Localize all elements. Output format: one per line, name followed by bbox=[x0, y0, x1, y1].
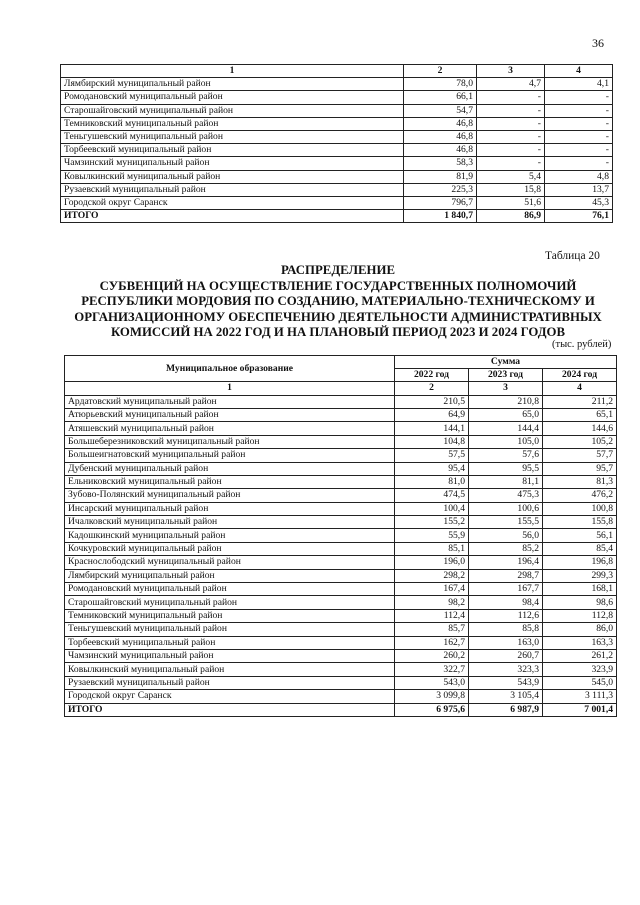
value-cell: 144,4 bbox=[469, 422, 543, 435]
value-cell: 3 111,3 bbox=[543, 690, 617, 703]
value-cell: 3 105,4 bbox=[469, 690, 543, 703]
value-cell: 100,4 bbox=[395, 502, 469, 515]
total-label: ИТОГО bbox=[65, 703, 395, 716]
value-cell: - bbox=[545, 104, 613, 117]
value-cell: 56,1 bbox=[543, 529, 617, 542]
document-title bbox=[58, 263, 618, 341]
value-cell: - bbox=[545, 130, 613, 143]
col-sum: Сумма bbox=[395, 356, 617, 369]
municipality-cell: Торбеевский муниципальный район bbox=[65, 636, 395, 649]
table-row bbox=[61, 183, 613, 196]
table-row bbox=[65, 636, 617, 649]
table-row bbox=[65, 435, 617, 448]
value-cell: 78,0 bbox=[404, 78, 477, 91]
value-cell: 796,7 bbox=[404, 196, 477, 209]
value-cell: 4,1 bbox=[545, 78, 613, 91]
value-cell: 196,8 bbox=[543, 556, 617, 569]
value-cell: 476,2 bbox=[543, 489, 617, 502]
table-row bbox=[61, 104, 613, 117]
value-cell: 545,0 bbox=[543, 676, 617, 689]
value-cell: 167,7 bbox=[469, 583, 543, 596]
municipality-cell: Рузаевский муниципальный район bbox=[61, 183, 404, 196]
value-cell: 162,7 bbox=[395, 636, 469, 649]
municipality-cell: Ромодановский муниципальный район bbox=[65, 583, 395, 596]
value-cell: 260,7 bbox=[469, 649, 543, 662]
table-row bbox=[65, 583, 617, 596]
col-index-4: 4 bbox=[545, 65, 613, 78]
municipality-cell: Темниковский муниципальный район bbox=[65, 609, 395, 622]
table-row bbox=[65, 649, 617, 662]
value-cell: 163,3 bbox=[543, 636, 617, 649]
municipality-cell: Старошайговский муниципальный район bbox=[61, 104, 404, 117]
table-header-row bbox=[65, 356, 617, 369]
municipality-cell: Атяшевский муниципальный район bbox=[65, 422, 395, 435]
table-row bbox=[65, 516, 617, 529]
value-cell: - bbox=[477, 130, 545, 143]
value-cell: 112,8 bbox=[543, 609, 617, 622]
total-label: ИТОГО bbox=[61, 210, 404, 223]
municipality-cell: Городской округ Саранск bbox=[65, 690, 395, 703]
table-continued bbox=[60, 64, 613, 223]
table-row bbox=[65, 690, 617, 703]
value-cell: 196,4 bbox=[469, 556, 543, 569]
col-year-2024: 2024 год bbox=[543, 369, 617, 382]
municipality-cell: Зубово-Полянский муниципальный район bbox=[65, 489, 395, 502]
col-index-1: 1 bbox=[61, 65, 404, 78]
value-cell: 260,2 bbox=[395, 649, 469, 662]
table-row bbox=[61, 170, 613, 183]
municipality-cell: Ковылкинский муниципальный район bbox=[65, 663, 395, 676]
col-year-2023: 2023 год bbox=[469, 369, 543, 382]
value-cell: 81,3 bbox=[543, 475, 617, 488]
value-cell: - bbox=[477, 104, 545, 117]
table-row bbox=[65, 408, 617, 421]
value-cell: 95,5 bbox=[469, 462, 543, 475]
table-row bbox=[65, 569, 617, 582]
value-cell: 323,9 bbox=[543, 663, 617, 676]
value-cell: 4,7 bbox=[477, 78, 545, 91]
municipality-cell: Инсарский муниципальный район bbox=[65, 502, 395, 515]
municipality-cell: Торбеевский муниципальный район bbox=[61, 144, 404, 157]
total-value: 7 001,4 bbox=[543, 703, 617, 716]
value-cell: 57,5 bbox=[395, 449, 469, 462]
value-cell: 81,1 bbox=[469, 475, 543, 488]
table-row bbox=[65, 529, 617, 542]
value-cell: 100,8 bbox=[543, 502, 617, 515]
table-row bbox=[65, 556, 617, 569]
value-cell: 81,9 bbox=[404, 170, 477, 183]
value-cell: 474,5 bbox=[395, 489, 469, 502]
col-index-2: 2 bbox=[404, 65, 477, 78]
total-value: 1 840,7 bbox=[404, 210, 477, 223]
table-row bbox=[65, 676, 617, 689]
value-cell: 86,0 bbox=[543, 623, 617, 636]
municipality-cell: Чамзинский муниципальный район bbox=[65, 649, 395, 662]
value-cell: 112,6 bbox=[469, 609, 543, 622]
value-cell: 56,0 bbox=[469, 529, 543, 542]
municipality-cell: Городской округ Саранск bbox=[61, 196, 404, 209]
value-cell: 98,6 bbox=[543, 596, 617, 609]
value-cell: 98,4 bbox=[469, 596, 543, 609]
value-cell: 5,4 bbox=[477, 170, 545, 183]
table-row bbox=[65, 475, 617, 488]
value-cell: 196,0 bbox=[395, 556, 469, 569]
col-index-3: 3 bbox=[469, 382, 543, 395]
value-cell: 543,9 bbox=[469, 676, 543, 689]
table-row bbox=[65, 462, 617, 475]
value-cell: 54,7 bbox=[404, 104, 477, 117]
table-row bbox=[65, 422, 617, 435]
table-row bbox=[65, 596, 617, 609]
value-cell: 55,9 bbox=[395, 529, 469, 542]
title-line: РАСПРЕДЕЛЕНИЕ bbox=[280, 263, 395, 277]
value-cell: 475,3 bbox=[469, 489, 543, 502]
table-label: Таблица 20 bbox=[545, 250, 600, 262]
table-row bbox=[65, 609, 617, 622]
value-cell: 85,4 bbox=[543, 542, 617, 555]
municipality-cell: Большеберезниковский муниципальный район bbox=[65, 435, 395, 448]
value-cell: 100,6 bbox=[469, 502, 543, 515]
table-row bbox=[61, 91, 613, 104]
value-cell: 45,3 bbox=[545, 196, 613, 209]
subventions-table bbox=[64, 355, 617, 717]
value-cell: 85,2 bbox=[469, 542, 543, 555]
value-cell: 81,0 bbox=[395, 475, 469, 488]
table-row bbox=[65, 663, 617, 676]
value-cell: 13,7 bbox=[545, 183, 613, 196]
value-cell: 85,1 bbox=[395, 542, 469, 555]
table-row bbox=[65, 449, 617, 462]
value-cell: 65,1 bbox=[543, 408, 617, 421]
table-row bbox=[61, 130, 613, 143]
value-cell: 46,8 bbox=[404, 130, 477, 143]
col-index-4: 4 bbox=[543, 382, 617, 395]
value-cell: 57,7 bbox=[543, 449, 617, 462]
municipality-cell: Теньгушевский муниципальный район bbox=[61, 130, 404, 143]
table-row bbox=[65, 623, 617, 636]
value-cell: 543,0 bbox=[395, 676, 469, 689]
value-cell: 112,4 bbox=[395, 609, 469, 622]
municipality-cell: Теньгушевский муниципальный район bbox=[65, 623, 395, 636]
col-index-2: 2 bbox=[395, 382, 469, 395]
value-cell: 95,4 bbox=[395, 462, 469, 475]
title-line: ОРГАНИЗАЦИОННОМУ ОБЕСПЕЧЕНИЮ ДЕЯТЕЛЬНОСТИ АДМИНИСТРАТИВНЫХ bbox=[74, 309, 602, 324]
total-value: 76,1 bbox=[545, 210, 613, 223]
value-cell: 322,7 bbox=[395, 663, 469, 676]
value-cell: 155,8 bbox=[543, 516, 617, 529]
value-cell: 65,0 bbox=[469, 408, 543, 421]
col-index-1: 1 bbox=[65, 382, 395, 395]
value-cell: 4,8 bbox=[545, 170, 613, 183]
municipality-cell: Большеигнатовский муниципальный район bbox=[65, 449, 395, 462]
value-cell: 15,8 bbox=[477, 183, 545, 196]
value-cell: 298,2 bbox=[395, 569, 469, 582]
col-year-2022: 2022 год bbox=[395, 369, 469, 382]
value-cell: 3 099,8 bbox=[395, 690, 469, 703]
table-row bbox=[61, 78, 613, 91]
value-cell: 155,5 bbox=[469, 516, 543, 529]
value-cell: 167,4 bbox=[395, 583, 469, 596]
municipality-cell: Краснослободский муниципальный район bbox=[65, 556, 395, 569]
table-row bbox=[61, 157, 613, 170]
table-row bbox=[61, 117, 613, 130]
value-cell: 155,2 bbox=[395, 516, 469, 529]
value-cell: 323,3 bbox=[469, 663, 543, 676]
value-cell: - bbox=[545, 157, 613, 170]
value-cell: 104,8 bbox=[395, 435, 469, 448]
municipality-cell: Рузаевский муниципальный район bbox=[65, 676, 395, 689]
value-cell: 168,1 bbox=[543, 583, 617, 596]
value-cell: 57,6 bbox=[469, 449, 543, 462]
value-cell: 225,3 bbox=[404, 183, 477, 196]
municipality-cell: Кадошкинский муниципальный район bbox=[65, 529, 395, 542]
value-cell: - bbox=[477, 117, 545, 130]
municipality-cell: Дубенский муниципальный район bbox=[65, 462, 395, 475]
municipality-cell: Ковылкинский муниципальный район bbox=[61, 170, 404, 183]
value-cell: 98,2 bbox=[395, 596, 469, 609]
value-cell: - bbox=[477, 144, 545, 157]
value-cell: 95,7 bbox=[543, 462, 617, 475]
units-label: (тыс. рублей) bbox=[552, 339, 612, 350]
value-cell: 85,7 bbox=[395, 623, 469, 636]
municipality-cell: Атюрьевский муниципальный район bbox=[65, 408, 395, 421]
value-cell: 298,7 bbox=[469, 569, 543, 582]
value-cell: - bbox=[477, 91, 545, 104]
total-row bbox=[65, 703, 617, 716]
title-line: КОМИССИЙ НА 2022 ГОД И НА ПЛАНОВЫЙ ПЕРИОД 2023 И 2024 ГОДОВ bbox=[110, 325, 566, 340]
value-cell: - bbox=[545, 91, 613, 104]
value-cell: 64,9 bbox=[395, 408, 469, 421]
total-value: 86,9 bbox=[477, 210, 545, 223]
municipality-cell: Лямбирский муниципальный район bbox=[61, 78, 404, 91]
total-value: 6 987,9 bbox=[469, 703, 543, 716]
table-row bbox=[65, 489, 617, 502]
municipality-cell: Старошайговский муниципальный район bbox=[65, 596, 395, 609]
value-cell: 144,1 bbox=[395, 422, 469, 435]
municipality-cell: Ельниковский муниципальный район bbox=[65, 475, 395, 488]
total-row bbox=[61, 210, 613, 223]
value-cell: 144,6 bbox=[543, 422, 617, 435]
value-cell: 58,3 bbox=[404, 157, 477, 170]
title-line: СУБВЕНЦИЙ НА ОСУЩЕСТВЛЕНИЕ ГОСУДАРСТВЕННЫХ ПОЛНОМОЧИЙ bbox=[99, 278, 577, 293]
table-row bbox=[61, 144, 613, 157]
value-cell: 261,2 bbox=[543, 649, 617, 662]
value-cell: 46,8 bbox=[404, 117, 477, 130]
table-row bbox=[65, 502, 617, 515]
total-value: 6 975,6 bbox=[395, 703, 469, 716]
value-cell: 105,2 bbox=[543, 435, 617, 448]
col-index-3: 3 bbox=[477, 65, 545, 78]
value-cell: 211,2 bbox=[543, 395, 617, 408]
municipality-cell: Лямбирский муниципальный район bbox=[65, 569, 395, 582]
value-cell: 299,3 bbox=[543, 569, 617, 582]
page-number: 36 bbox=[592, 36, 604, 50]
value-cell: 46,8 bbox=[404, 144, 477, 157]
value-cell: 163,0 bbox=[469, 636, 543, 649]
value-cell: 66,1 bbox=[404, 91, 477, 104]
table-row bbox=[61, 196, 613, 209]
value-cell: 105,0 bbox=[469, 435, 543, 448]
value-cell: 85,8 bbox=[469, 623, 543, 636]
municipality-cell: Ардатовский муниципальный район bbox=[65, 395, 395, 408]
value-cell: 210,5 bbox=[395, 395, 469, 408]
value-cell: 51,6 bbox=[477, 196, 545, 209]
title-line: РЕСПУБЛИКИ МОРДОВИЯ ПО СОЗДАНИЮ, МАТЕРИАЛЬНО-ТЕХНИЧЕСКОМУ И bbox=[81, 294, 595, 309]
value-cell: 210,8 bbox=[469, 395, 543, 408]
table-header-row bbox=[61, 65, 613, 78]
table-row bbox=[65, 542, 617, 555]
municipality-cell: Темниковский муниципальный район bbox=[61, 117, 404, 130]
table-row bbox=[65, 395, 617, 408]
municipality-cell: Чамзинский муниципальный район bbox=[61, 157, 404, 170]
value-cell: - bbox=[545, 144, 613, 157]
municipality-cell: Ромодановский муниципальный район bbox=[61, 91, 404, 104]
col-municipality: Муниципальное образование bbox=[65, 356, 395, 382]
value-cell: - bbox=[545, 117, 613, 130]
table-index-row bbox=[65, 382, 617, 395]
municipality-cell: Кочкуровский муниципальный район bbox=[65, 542, 395, 555]
municipality-cell: Ичалковский муниципальный район bbox=[65, 516, 395, 529]
value-cell: - bbox=[477, 157, 545, 170]
